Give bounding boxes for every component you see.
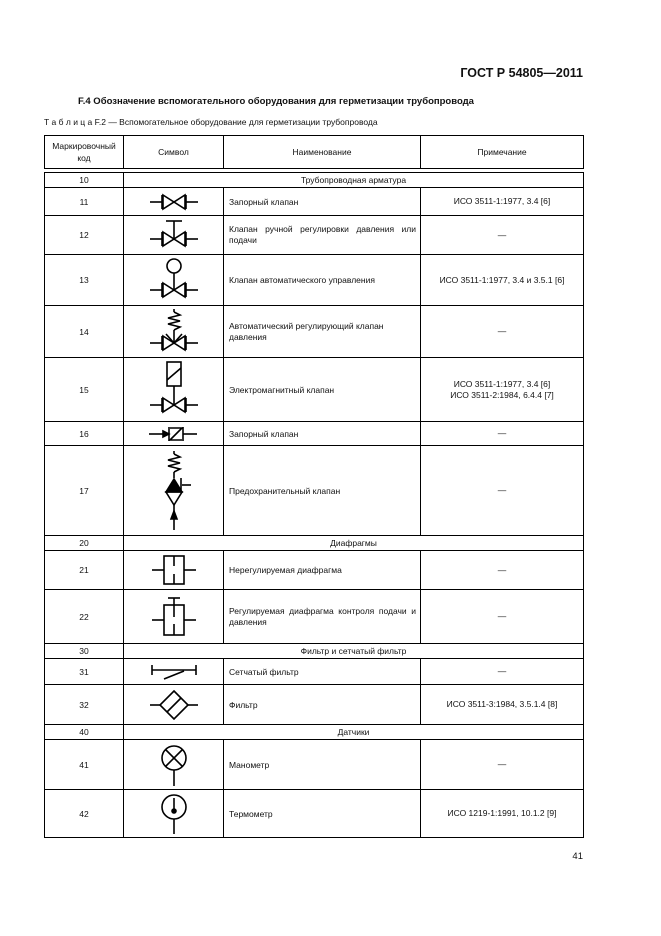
row-note: — [421, 740, 584, 790]
row-code: 15 [45, 358, 124, 422]
row-code: 41 [45, 740, 124, 790]
row-note: ИСО 3511-3:1984, 3.5.1.4 [8] [421, 685, 584, 725]
group-code: 10 [45, 173, 124, 188]
group-row [45, 644, 584, 659]
row-note: — [421, 446, 584, 536]
pressure-regulating-valve-icon [124, 306, 224, 358]
row-note: ИСО 3511-1:1977, 3.4 и 3.5.1 [6] [421, 255, 584, 306]
row-note-line: ИСО 3511-1:1977, 3.4 [6] [453, 378, 551, 389]
table-row [45, 358, 584, 422]
table-row [45, 255, 584, 306]
group-row [45, 173, 584, 188]
pressure-gauge-icon [124, 740, 224, 790]
row-code: 17 [45, 446, 124, 536]
row-name: Клапан ручной регулировки давления или подачи [224, 216, 421, 255]
table-row [45, 685, 584, 725]
group-row [45, 725, 584, 740]
row-note: — [421, 551, 584, 590]
row-note [421, 358, 584, 422]
row-name: Предохранительный клапан [224, 446, 421, 536]
row-code: 42 [45, 790, 124, 838]
row-name: Сетчатый фильтр [224, 659, 421, 685]
row-name: Фильтр [224, 685, 421, 725]
row-name: Манометр [224, 740, 421, 790]
table-row [45, 422, 584, 446]
table-row [45, 590, 584, 644]
row-note: ИСО 3511-1:1977, 3.4 [6] [421, 188, 584, 216]
automatic-control-valve-icon [124, 255, 224, 306]
row-note: — [421, 306, 584, 358]
row-code: 22 [45, 590, 124, 644]
document-code: ГОСТ Р 54805—2011 [460, 66, 583, 80]
group-code: 30 [45, 644, 124, 659]
row-name: Запорный клапан [224, 422, 421, 446]
row-note-line: ИСО 3511-2:1984, 6.4.4 [7] [450, 389, 554, 400]
strainer-icon [124, 659, 224, 685]
table-row [45, 790, 584, 838]
row-name: Запорный клапан [224, 188, 421, 216]
table-row [45, 216, 584, 255]
row-code: 13 [45, 255, 124, 306]
header-code: Маркировочный код [45, 136, 124, 169]
group-code: 20 [45, 536, 124, 551]
table-row [45, 659, 584, 685]
group-title: Датчики [124, 725, 584, 740]
row-name: Нерегулируемая диафрагма [224, 551, 421, 590]
check-valve-icon [124, 422, 224, 446]
row-code: 21 [45, 551, 124, 590]
safety-valve-icon [124, 446, 224, 536]
row-name: Электромагнитный клапан [224, 358, 421, 422]
row-code: 16 [45, 422, 124, 446]
group-title: Диафрагмы [124, 536, 584, 551]
table-caption: Т а б л и ц а F.2 — Вспомогательное оборудование для герметизации трубопровода [44, 117, 378, 127]
table-row [45, 446, 584, 536]
header-symbol: Символ [124, 136, 224, 169]
row-name: Автоматический регулирующий клапан давления [224, 306, 421, 358]
valve-icon [124, 188, 224, 216]
table-header-row [45, 136, 584, 169]
page-number: 41 [572, 851, 583, 862]
filter-icon [124, 685, 224, 725]
row-note: — [421, 216, 584, 255]
row-note: — [421, 422, 584, 446]
row-note: — [421, 590, 584, 644]
adjustable-orifice-icon [124, 590, 224, 644]
group-title: Фильтр и сетчатый фильтр [124, 644, 584, 659]
group-title: Трубопроводная арматура [124, 173, 584, 188]
section-title: F.4 Обозначение вспомогательного оборудования для герметизации трубопровода [78, 96, 474, 107]
solenoid-valve-icon [124, 358, 224, 422]
row-code: 31 [45, 659, 124, 685]
row-code: 11 [45, 188, 124, 216]
thermometer-icon [124, 790, 224, 838]
header-name: Наименование [224, 136, 421, 169]
table-row [45, 188, 584, 216]
row-code: 12 [45, 216, 124, 255]
table-row [45, 551, 584, 590]
group-code: 40 [45, 725, 124, 740]
group-row [45, 536, 584, 551]
row-name: Регулируемая диафрагма контроля подачи и давления [224, 590, 421, 644]
fixed-orifice-icon [124, 551, 224, 590]
row-note: ИСО 1219-1:1991, 10.1.2 [9] [421, 790, 584, 838]
manual-control-valve-icon [124, 216, 224, 255]
row-code: 14 [45, 306, 124, 358]
row-note: — [421, 659, 584, 685]
table-row [45, 306, 584, 358]
row-name: Клапан автоматического управления [224, 255, 421, 306]
table-row [45, 740, 584, 790]
header-note: Примечание [421, 136, 584, 169]
equipment-table [44, 135, 584, 838]
row-code: 32 [45, 685, 124, 725]
row-name: Термометр [224, 790, 421, 838]
